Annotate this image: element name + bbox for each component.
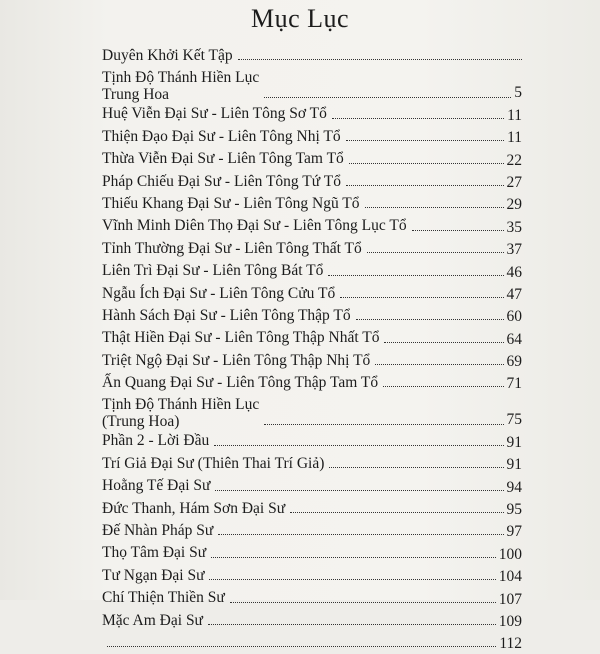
toc-entry: [102, 193, 522, 215]
toc-entry-page: 94: [506, 478, 522, 496]
toc-entry: [102, 103, 522, 125]
toc-entry-title: [102, 238, 362, 260]
toc-entry-title-line: Ấn Quang Đại Sư - Liên Tông Thập Tam Tổ: [102, 374, 379, 392]
toc-entry-page: 5: [514, 84, 522, 102]
toc-entry: [102, 45, 522, 67]
toc-entry-title-line: Pháp Chiếu Đại Sư - Liên Tông Tứ Tổ: [102, 172, 341, 190]
toc-entry-title: [102, 396, 259, 430]
dot-leader: [328, 275, 503, 276]
toc-entry: [102, 475, 522, 497]
toc-entry-title: [102, 498, 285, 520]
toc-entry-title-line: Vĩnh Minh Diên Thọ Đại Sư - Liên Tông Lục Tổ: [102, 217, 407, 235]
toc-entry-page: 37: [506, 241, 522, 259]
page-title: Mục Lục: [250, 4, 350, 33]
toc-entry-title-line: Hành Sách Đại Sư - Liên Tông Thập Tổ: [102, 306, 351, 324]
dot-leader: [329, 467, 503, 468]
dot-leader: [332, 118, 504, 119]
toc-entry-page: 29: [506, 196, 522, 214]
toc-entry-title: [102, 565, 204, 587]
dot-leader: [375, 364, 503, 365]
toc-entry-page: 46: [506, 263, 522, 281]
toc-entry-page: 22: [506, 151, 522, 169]
toc-entry-title-line: Tỉnh Thường Đại Sư - Liên Tông Thất Tổ: [102, 239, 362, 257]
toc-entry: [102, 327, 522, 349]
toc-entry-page: 91: [506, 456, 522, 474]
toc-entry: [102, 394, 522, 430]
dot-leader: [346, 140, 504, 141]
toc-entry-title: [102, 193, 360, 215]
toc-entry: [102, 520, 522, 542]
toc-entry-title-line: Triệt Ngộ Đại Sư - Liên Tông Thập Nhị Tổ: [102, 351, 371, 369]
toc-entry-title: [102, 171, 341, 193]
toc-entry-title: [102, 587, 225, 609]
toc-entry: [102, 372, 522, 394]
toc-entry: [102, 126, 522, 148]
toc-entry-title-line: Phần 2 - Lời Đầu: [102, 432, 210, 450]
toc-entry-title: [102, 148, 344, 170]
toc-entry-page: 95: [506, 501, 522, 519]
toc-entry-page: 107: [498, 590, 522, 608]
toc-entry-title: [102, 372, 378, 394]
toc-entry-title: [102, 350, 370, 372]
toc-entry-page: 104: [498, 568, 522, 586]
dot-leader: [214, 445, 503, 446]
dot-leader: [264, 424, 503, 425]
table-of-contents: [102, 45, 522, 654]
toc-entry-title-line: Trung Hoa: [102, 86, 170, 104]
toc-entry: [102, 238, 522, 260]
toc-entry-title-line: Tư Ngạn Đại Sư: [102, 566, 205, 584]
toc-entry-title-line: Thừa Viễn Đại Sư - Liên Tông Tam Tổ: [102, 150, 344, 168]
toc-entry-title: [102, 283, 335, 305]
toc-entry-page: 109: [498, 612, 522, 630]
toc-entry-page: 11: [507, 129, 522, 147]
toc-entry-title-line: Thiện Đạo Đại Sư - Liên Tông Nhị Tổ: [102, 127, 341, 145]
toc-entry: [102, 171, 522, 193]
toc-entry-title: [102, 260, 323, 282]
toc-entry-title-line: Ngẫu Ích Đại Sư - Liên Tông Cửu Tổ: [102, 284, 336, 302]
toc-entry-title-line: Trí Giả Đại Sư (Thiên Thai Trí Giả): [102, 454, 325, 472]
toc-entry: [102, 565, 522, 587]
toc-entry-title: [102, 69, 259, 103]
toc-entry-title-line: Đế Nhàn Pháp Sư: [102, 522, 214, 540]
toc-entry: [102, 215, 522, 237]
toc-entry-title-line: Mặc Am Đại Sư: [102, 611, 203, 629]
toc-entry: [102, 587, 522, 609]
dot-leader: [230, 602, 496, 603]
toc-entry-title-line: Tịnh Độ Thánh Hiền Lục: [102, 396, 260, 414]
dot-leader: [211, 557, 496, 558]
dot-leader: [384, 342, 503, 343]
toc-entry: [102, 305, 522, 327]
dot-leader: [218, 534, 503, 535]
dot-leader: [349, 163, 504, 164]
dot-leader: [290, 512, 503, 513]
toc-entry-page: 71: [506, 375, 522, 393]
toc-entry-page: 64: [506, 330, 522, 348]
toc-entry-title: [102, 305, 351, 327]
toc-entry-title-line: Thiếu Khang Đại Sư - Liên Tông Ngũ Tổ: [102, 194, 360, 212]
toc-entry-title-line: Thật Hiền Đại Sư - Liên Tông Thập Nhất Tổ: [102, 329, 380, 347]
dot-leader: [365, 207, 504, 208]
toc-entry-title: [102, 520, 213, 542]
toc-entry-title-line: Tịnh Độ Thánh Hiền Lục: [102, 69, 260, 87]
dot-leader: [264, 97, 511, 98]
dot-leader: [209, 579, 495, 580]
toc-entry-title-line: Đức Thanh, Hám Sơn Đại Sư: [102, 499, 286, 517]
dot-leader: [215, 490, 503, 491]
toc-entry: [102, 542, 522, 564]
toc-entry-title: [102, 610, 203, 632]
toc-entry-page: 100: [498, 545, 522, 563]
toc-entry-title-line: Duyên Khởi Kết Tập: [102, 47, 233, 64]
toc-entry-page: 35: [506, 218, 522, 236]
dot-leader: [412, 230, 504, 231]
toc-entry-title: [102, 126, 341, 148]
dot-leader: [107, 646, 496, 647]
toc-entry: [102, 350, 522, 372]
dot-leader: [208, 624, 496, 625]
toc-entry-title: [102, 45, 233, 67]
toc-entry-page: 11: [507, 106, 522, 124]
toc-entry: [102, 610, 522, 632]
toc-entry-page: 75: [506, 411, 522, 429]
dot-leader: [383, 386, 503, 387]
toc-entry-title: [102, 327, 379, 349]
toc-entry-title: [102, 542, 206, 564]
toc-entry-title-line: Thọ Tâm Đại Sư: [102, 544, 207, 562]
toc-entry-page: 27: [506, 173, 522, 191]
toc-entry-page: 97: [506, 523, 522, 541]
toc-entry-title-line: Huệ Viễn Đại Sư - Liên Tông Sơ Tổ: [102, 105, 327, 123]
toc-entry-page: 91: [506, 433, 522, 451]
dot-leader: [356, 319, 504, 320]
dot-leader: [346, 185, 504, 186]
toc-entry-page: 47: [506, 285, 522, 303]
toc-entry-title: [102, 475, 210, 497]
toc-entry-title-line: Hoằng Tế Đại Sư: [102, 477, 211, 495]
toc-entry: [102, 283, 522, 305]
toc-entry-page: 69: [506, 353, 522, 371]
toc-entry: [102, 430, 522, 452]
toc-entry-title: [102, 103, 327, 125]
dot-leader: [340, 297, 503, 298]
dot-leader: [238, 59, 522, 60]
toc-entry-page: 112: [499, 635, 522, 653]
toc-entry-title-line: (Trung Hoa): [102, 413, 180, 431]
toc-entry: [102, 453, 522, 475]
dot-leader: [367, 252, 504, 253]
toc-entry-title: [102, 430, 209, 452]
toc-entry-title-line: Chí Thiện Thiền Sư: [102, 589, 225, 607]
toc-entry-page: 60: [506, 308, 522, 326]
toc-entry: [102, 632, 522, 654]
toc-entry-title: [102, 453, 324, 475]
toc-entry-title: [102, 215, 407, 237]
toc-entry: [102, 148, 522, 170]
toc-entry: [102, 498, 522, 520]
toc-entry: [102, 67, 522, 103]
toc-entry-title-line: Liên Trì Đại Sư - Liên Tông Bát Tổ: [102, 262, 324, 280]
toc-entry: [102, 260, 522, 282]
